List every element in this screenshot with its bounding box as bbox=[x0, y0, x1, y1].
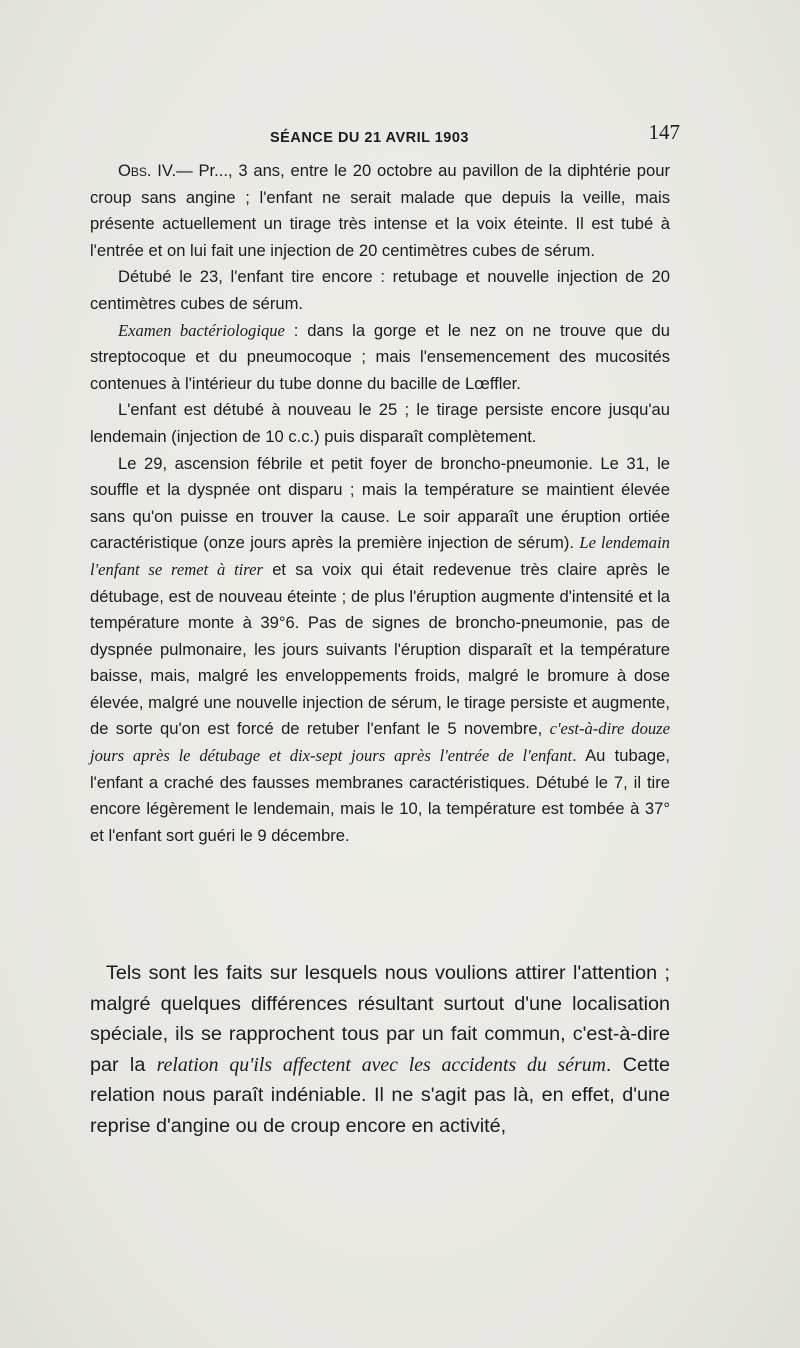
conclusion-paragraph bbox=[90, 958, 670, 1142]
conclusion-text-b: . Cette relation nous paraît indéniable. Il ne s'agit pas là, en effet, d'une reprise d'angine ou de croup encore en activité, bbox=[90, 1053, 670, 1137]
running-head: SÉANCE DU 21 AVRIL 1903 bbox=[270, 130, 469, 146]
observation-paragraph-3 bbox=[90, 318, 670, 398]
observation-italic-5a: Le lendemain l'enfant se remet à tirer bbox=[90, 533, 670, 579]
observation-block bbox=[90, 158, 670, 849]
page-number: 147 bbox=[648, 120, 680, 144]
observation-paragraph-2: Détubé le 23, l'enfant tire encore : retubage et nouvelle injection de 20 centimètres cubes de sérum. bbox=[90, 267, 670, 313]
observation-italic-5b: c'est-à-dire douze jours après le détubage et dix-sept jours après l'entrée de l'enfant bbox=[90, 719, 670, 766]
conclusion-block bbox=[90, 958, 670, 1142]
page-header bbox=[90, 118, 680, 154]
conclusion-italic: relation qu'ils affectent avec les accidents du sérum bbox=[156, 1053, 606, 1076]
observation-text-5c: . Au tubage, l'enfant a craché des fausses membranes caractéristiques. Détubé le 7, il tire encore légèrement le lendemain, mais le 10, la température est tombée à 37° et l'enfant sort guéri le 9 décembre. bbox=[90, 746, 670, 845]
observation-text-1: — Pr..., 3 ans, entre le 20 octobre au pavillon de la diphtérie pour croup sans angine ; l'enfant ne serait malade que depuis la veille, mais présente actuellement un tirage très intense et la voix éteinte. Il est tubé à l'entrée et on lui fait une injection de 20 centimètres cubes de sérum. bbox=[90, 161, 671, 260]
observation-label: Obs. IV. bbox=[118, 161, 177, 180]
observation-paragraph-4: L'enfant est détubé à nouveau le 25 ; le tirage persiste encore jusqu'au lendemain (injection de 10 c.c.) puis disparaît complètement. bbox=[90, 400, 670, 446]
observation-text-5a: Le 29, ascension fébrile et petit foyer de broncho-pneumonie. Le 31, le souffle et la dyspnée ont disparu ; mais la température se maintient élevée sans qu'on puisse en trouver la cause. Le soir apparaît une éruption ortiée caractéristique (onze jours après la première injection de sérum). bbox=[90, 453, 670, 553]
bacteriology-heading: Examen bactériologique bbox=[118, 320, 285, 340]
observation-paragraph-1 bbox=[90, 158, 670, 264]
observation-text-5b: et sa voix qui était redevenue très claire après le détubage, est de nouveau éteinte ; de plus l'éruption augmente d'intensité et la température monte à 39°6. Pas de signes de broncho-pneumonie, pas de dyspnée pulmonaire, les jours suivants l'éruption disparaît et la température baisse, mais, malgré les enveloppements froids, malgré le bromure à dose élevée, malgré une nouvelle injection de sérum, le tirage persiste et augmente, de sorte qu'on est forcé de retuber l'enfant le 5 novembre, bbox=[90, 559, 670, 739]
observation-paragraph-5 bbox=[90, 451, 670, 850]
bacteriology-text: : dans la gorge et le nez on ne trouve que du streptocoque et du pneumocoque ; mais l'ensemencement des mucosités contenues à l'intérieur du tube donne du bacille de Lœffler. bbox=[90, 320, 670, 393]
conclusion-text-a: Tels sont les faits sur lesquels nous voulions attirer l'attention ; malgré quelques différences résultant surtout d'une localisation spéciale, ils se rapprochent tous par un fait commun, c'est-à-dire par la bbox=[90, 962, 670, 1076]
